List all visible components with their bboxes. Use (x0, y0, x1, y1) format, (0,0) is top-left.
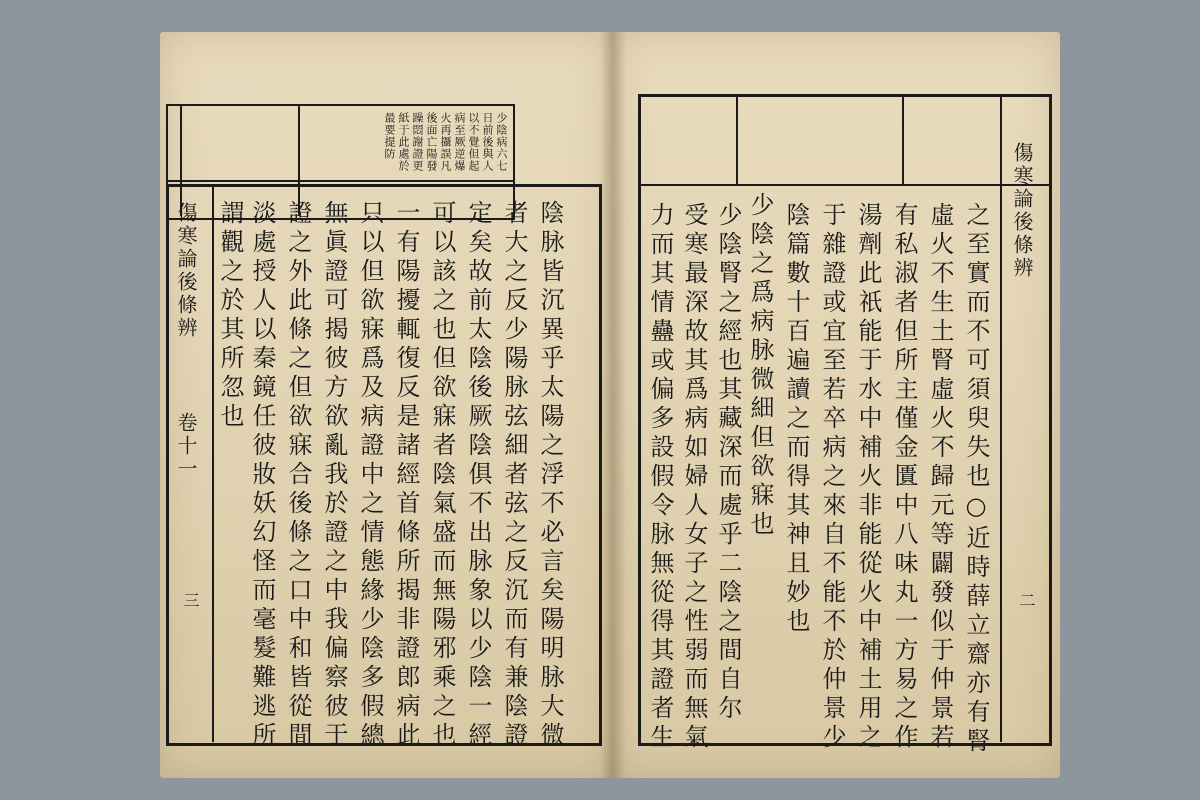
text-column: 少陰腎之經也其藏深而處乎二陰之間自尔 (714, 202, 742, 724)
text-column: 力而其情蠱或偏多設假令脉無從得其證者生 (646, 202, 674, 753)
left-page (160, 32, 612, 778)
text-column: 虛火不生土腎虛火不歸元等闢發似于仲景若 (926, 202, 954, 753)
text-column: 受寒最深故其爲病如婦人女子之性弱而無氣 (680, 202, 708, 753)
head-note-column: 以不覺但起 (467, 112, 480, 172)
text-column: 湯劑此祇能于水中補火非能從火中補土用之 (854, 202, 882, 753)
text-column: 陰篇數十百遍讀之而得其神且妙也 (782, 202, 810, 637)
text-column: 之至實而不可須臾失也○近時薛立齋亦有腎 (962, 202, 990, 757)
open-book (160, 32, 1060, 778)
text-column: 只以但欲寐爲及病證中之情態緣少陰多假總 (356, 200, 384, 751)
text-column: 少陰之爲病脉微細但欲寐也 (746, 192, 774, 540)
right-header-rule-1 (736, 96, 738, 184)
text-column: 淡處授人以秦鏡任彼妝妖幻怪而毫髮難逃所 (248, 200, 276, 751)
text-column: 陰脉皆沉異乎太陽之浮不必言矣陽明脉大微 (536, 200, 564, 751)
margin-volume-label: 卷十一 (174, 412, 198, 481)
right-header-rule-2 (902, 96, 904, 184)
left-margin-rule (212, 186, 214, 742)
text-column: 定矣故前太陰後厥陰俱不出脉象以少陰一經 (464, 200, 492, 751)
head-note-column: 最要提防 (383, 112, 396, 160)
head-note-column: 病至厥逆爆 (453, 112, 466, 172)
text-column: 一有陽擾輒復反是諸經首條所揭非證郎病此 (392, 200, 420, 751)
right-page (612, 32, 1060, 778)
folio-number: 三 (181, 592, 200, 608)
head-note-column: 躁悶謝證更 (411, 112, 424, 172)
text-column: 可以該之也但欲寐者陰氣盛而無陽邪乘之也 (428, 200, 456, 751)
right-margin-rule (1000, 96, 1002, 742)
right-header-base-rule (638, 184, 1050, 186)
text-column: 無眞證可揭彼方欲亂我於證之中我偏察彼于 (320, 200, 348, 751)
left-header-base-rule (166, 180, 515, 182)
head-note-column: 紙于此處於 (397, 112, 410, 172)
text-column: 有私淑者但所主僅金匱中八味丸一方易之作 (890, 202, 918, 753)
folio-number: 二 (1017, 592, 1036, 608)
head-note-column: 少陰病六七 (495, 112, 508, 172)
text-column: 證之外此條之但欲寐合後條之口中和皆從間 (284, 200, 312, 751)
margin-book-title: 傷寒論後條辨 (174, 202, 198, 340)
text-column: 謂觀之於其所忽也 (216, 200, 244, 432)
head-note-column: 後面亡陽發 (425, 112, 438, 172)
text-column: 者大之反少陽脉弦細者弦之反沉而有兼陰證 (500, 200, 528, 751)
head-note-column: 火再攝誤凡 (439, 112, 452, 172)
book-gutter (600, 32, 626, 778)
head-note-column: 日前後與人 (481, 112, 494, 172)
text-column: 于雜證或宜至若卒病之來自不能不於仲景少 (818, 202, 846, 753)
margin-book-title: 傷寒論後條辨 (1010, 142, 1034, 280)
